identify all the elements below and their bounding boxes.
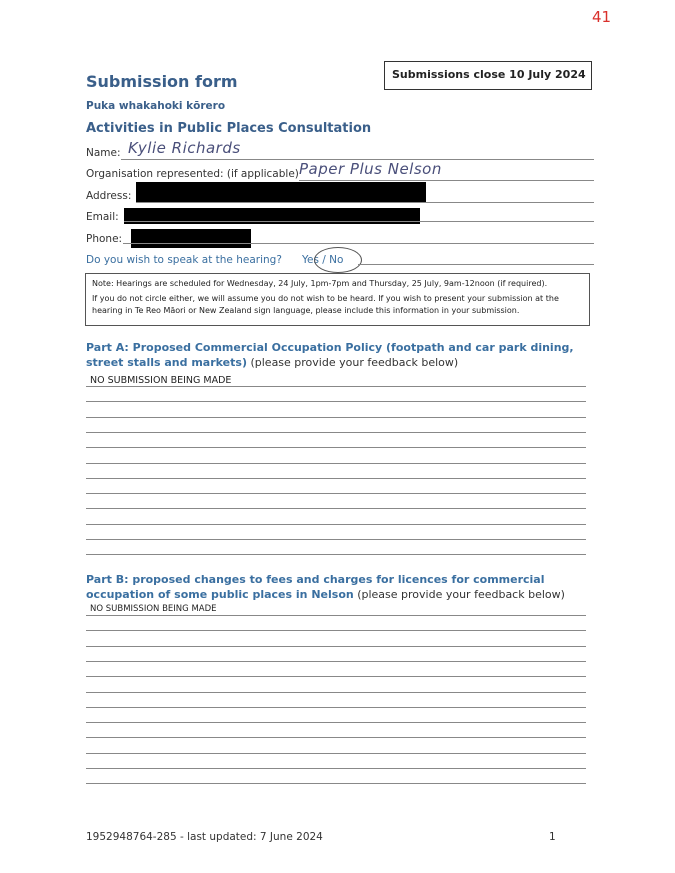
phone-redaction — [131, 229, 251, 248]
part-a-writing-line — [86, 493, 586, 494]
part-a-writing-line — [86, 478, 586, 479]
address-label: Address: — [86, 190, 132, 202]
part-b-heading — [86, 572, 586, 602]
form-subtitle: Puka whakahoki kōrero — [86, 100, 226, 112]
part-a-heading — [86, 340, 586, 370]
part-b-writing-line — [86, 737, 586, 738]
part-b-writing-line — [86, 630, 586, 631]
email-label: Email: — [86, 211, 119, 223]
part-a-writing-line — [86, 539, 586, 540]
part-b-writing-line — [86, 783, 586, 784]
part-a-writing-line — [86, 447, 586, 448]
email-line — [124, 221, 594, 222]
part-b-writing-line — [86, 753, 586, 754]
speak-line — [358, 264, 594, 265]
part-b-writing-line — [86, 661, 586, 662]
footer-page-number: 1 — [549, 831, 556, 843]
part-a-writing-line — [86, 401, 586, 402]
part-b-title: Part B: proposed changes to fees and charges for licences for commercial occupation of some public places in Nelson — [86, 573, 545, 601]
note-line-2: If you do not circle either, we will assume you do not wish to be heard. If you wish to present your submission at the hearing in Te Reo Māori or New Zealand sign language, please include this information in your submission. — [92, 294, 559, 315]
name-value: Kylie Richards — [128, 139, 241, 157]
part-a-writing-line — [86, 463, 586, 464]
submissions-close-box — [384, 61, 592, 90]
part-a-writing-line — [86, 386, 586, 387]
address-line — [136, 202, 594, 203]
phone-line — [123, 243, 594, 244]
name-label: Name: — [86, 147, 121, 159]
no-circle-mark — [314, 247, 362, 273]
speak-options: Yes / No — [302, 254, 344, 266]
organisation-line — [299, 180, 594, 181]
page-number: 41 — [592, 8, 612, 26]
part-b-writing-line — [86, 707, 586, 708]
part-b-writing-line — [86, 722, 586, 723]
part-b-writing-line — [86, 692, 586, 693]
part-b-answer: NO SUBMISSION BEING MADE — [90, 604, 217, 614]
hearing-note-box — [85, 273, 590, 326]
part-b-suffix: (please provide your feedback below) — [353, 588, 565, 601]
part-a-writing-line — [86, 417, 586, 418]
part-b-writing-line — [86, 615, 586, 616]
consultation-heading: Activities in Public Places Consultation — [86, 121, 372, 136]
part-a-writing-line — [86, 508, 586, 509]
part-a-suffix: (please provide your feedback below) — [246, 356, 459, 369]
part-a-writing-line — [86, 554, 586, 555]
phone-label: Phone: — [86, 233, 123, 245]
organisation-value: Paper Plus Nelson — [299, 160, 442, 178]
part-a-writing-line — [86, 524, 586, 525]
part-a-title: Part A: Proposed Commercial Occupation Policy (footpath and car park dining, street stalls and markets) — [86, 341, 574, 369]
part-a-writing-line — [86, 432, 586, 433]
part-b-writing-line — [86, 676, 586, 677]
submissions-close-text: Submissions close 10 July 2024 — [392, 68, 586, 81]
speak-question: Do you wish to speak at the hearing? — [86, 254, 282, 266]
footer-doc-ref: 1952948764-285 - last updated: 7 June 2024 — [86, 831, 323, 843]
part-b-writing-line — [86, 768, 586, 769]
part-a-answer: NO SUBMISSION BEING MADE — [90, 375, 232, 386]
part-b-writing-line — [86, 646, 586, 647]
address-redaction — [136, 182, 426, 203]
form-title: Submission form — [86, 72, 238, 91]
organisation-label: Organisation represented: (if applicable) — [86, 168, 299, 180]
note-line-1: Note: Hearings are scheduled for Wednesday, 24 July, 1pm-7pm and Thursday, 25 July, 9am-12noon (if required). — [92, 279, 548, 288]
